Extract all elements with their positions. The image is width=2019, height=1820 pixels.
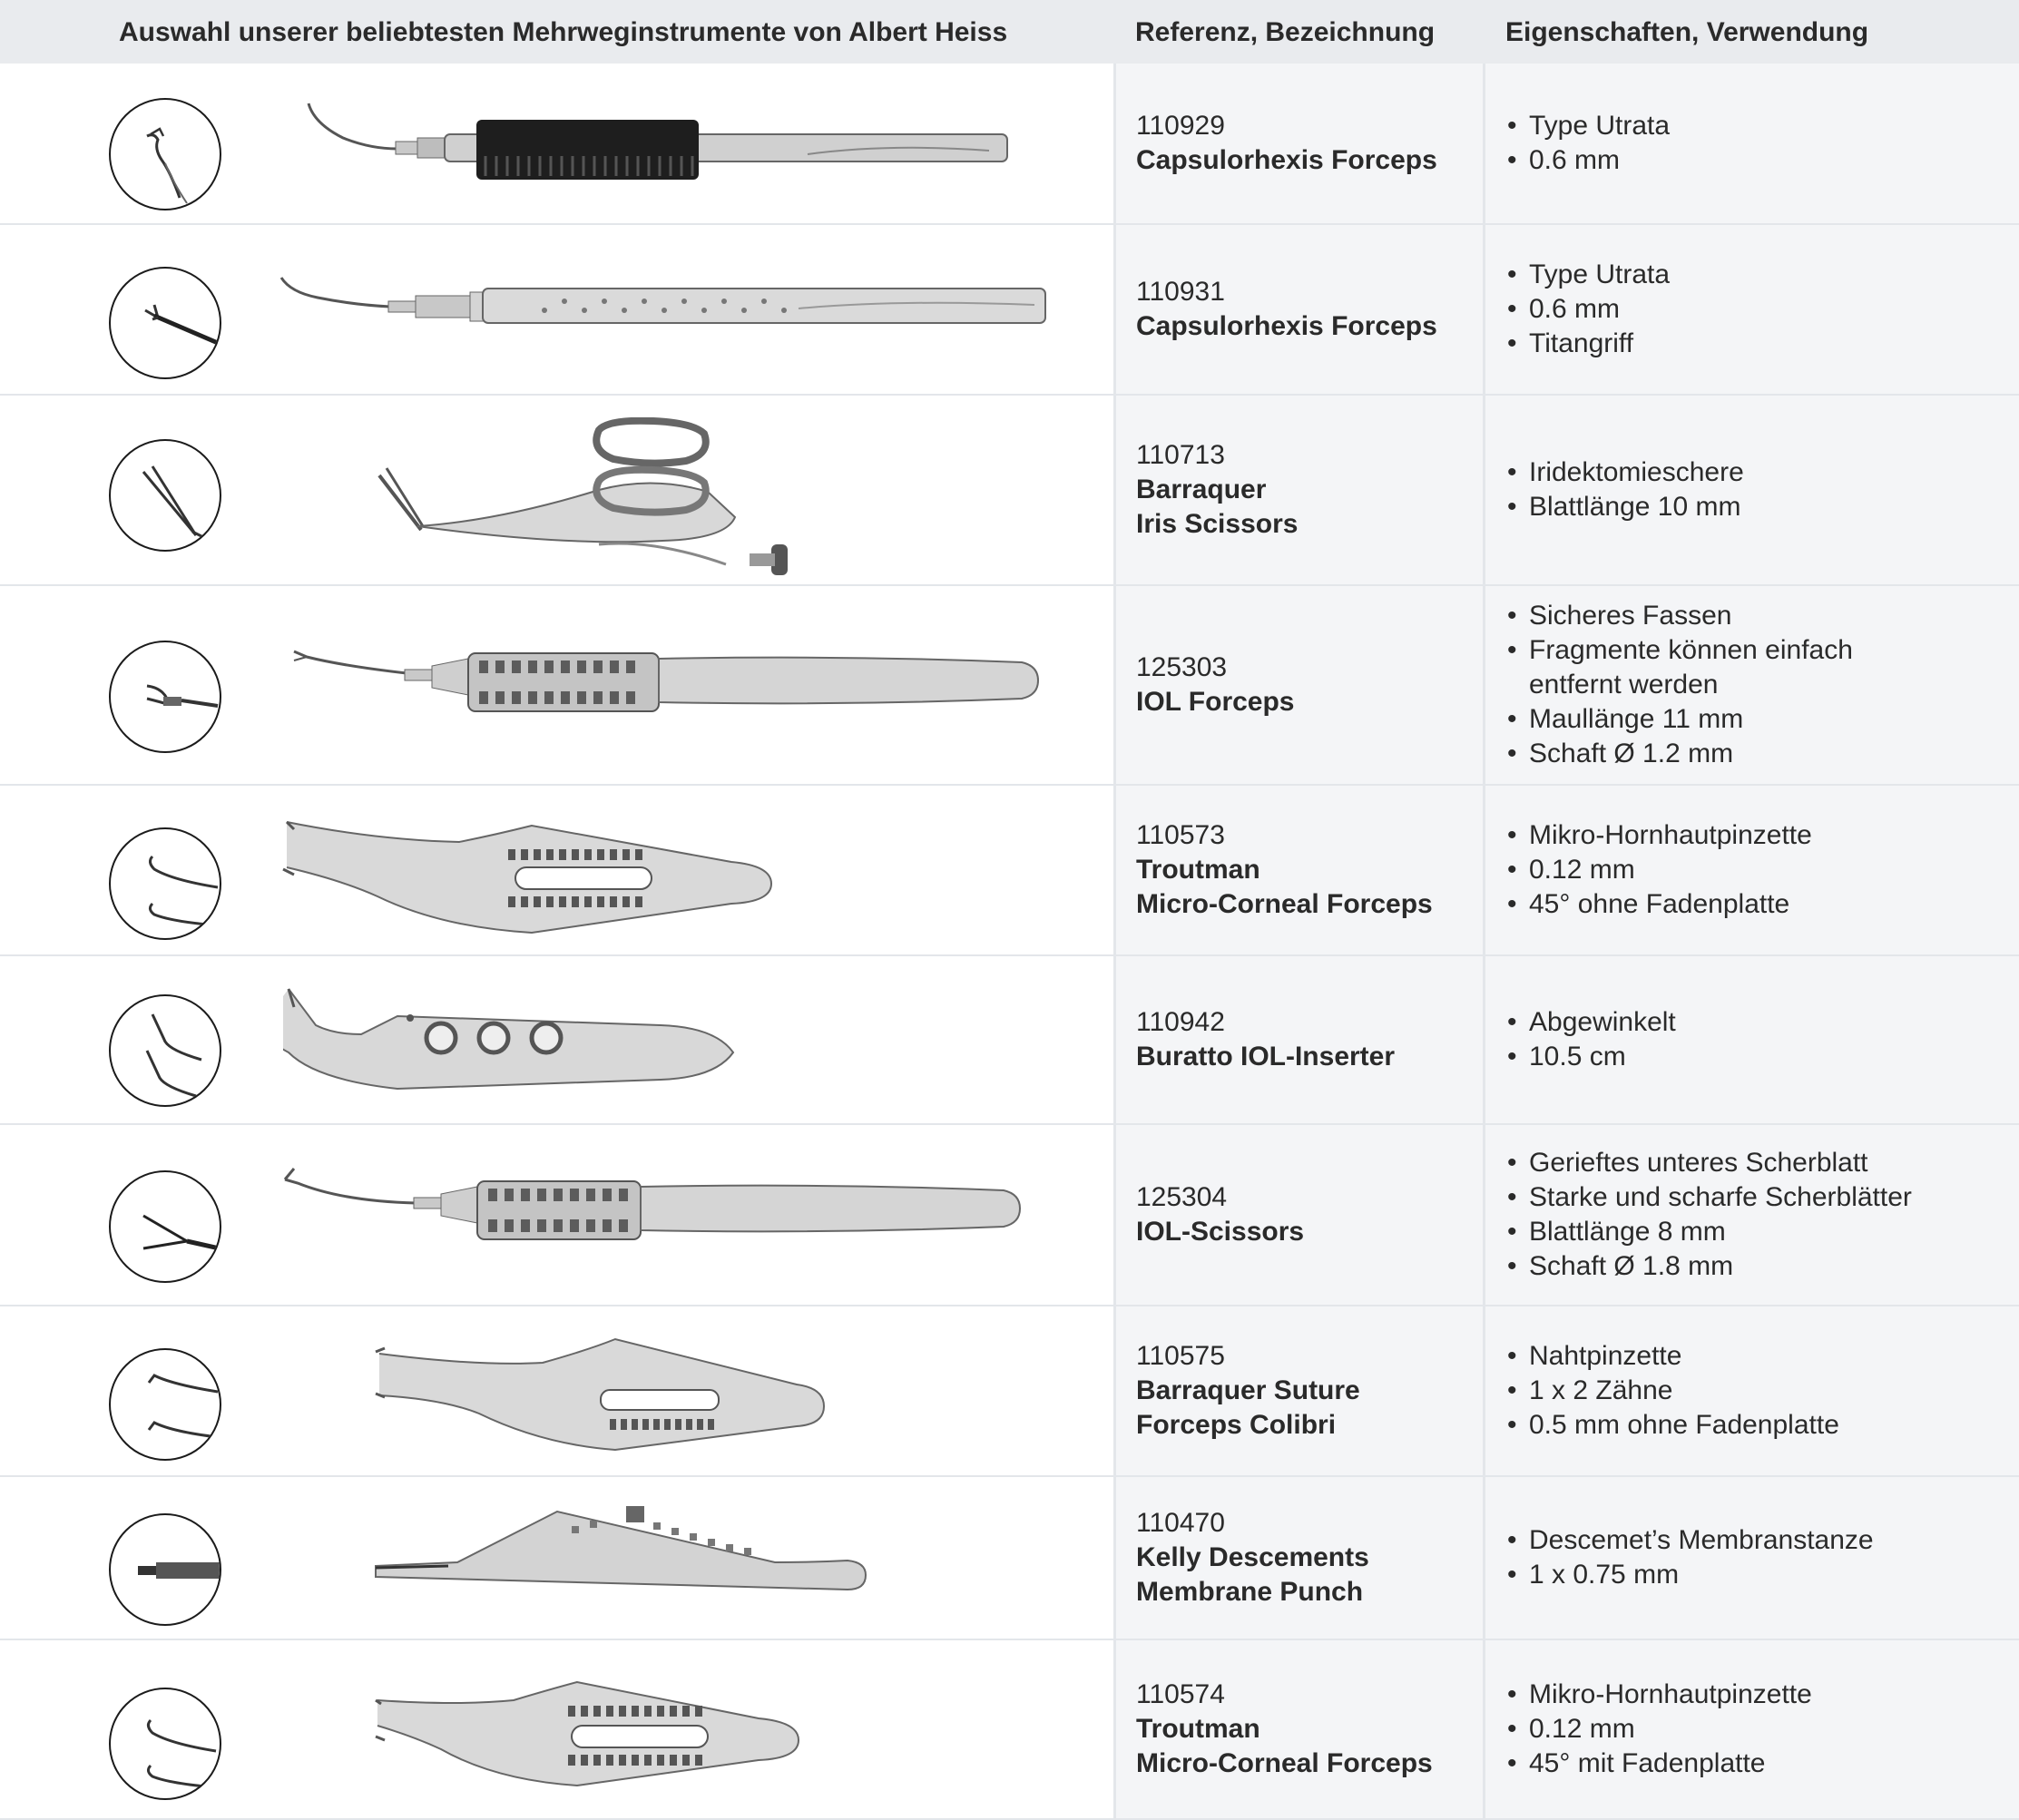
micro-corneal-forceps-icon: [281, 817, 789, 934]
capsulorhexis-forceps-icon: [272, 270, 1053, 352]
instrument-name: IOL-Scissors: [1136, 1217, 1305, 1247]
property-item: • Type Utrata: [1507, 109, 2019, 143]
reference-number: 110575: [1136, 1341, 1225, 1371]
reference-number: 110929: [1136, 111, 1225, 141]
reference-cell: [1113, 64, 1483, 223]
iol-inserter-icon: [283, 983, 828, 1092]
property-item: • Iridektomieschere: [1507, 455, 2019, 490]
image-cell: [0, 1477, 1113, 1639]
table-row: [0, 396, 2019, 586]
tip-detail-icon: [109, 267, 221, 379]
property-item: • Maullänge 11 mm: [1507, 702, 2019, 737]
property-item: • Blattlänge 10 mm: [1507, 490, 2019, 524]
reference-number: 110574: [1136, 1679, 1225, 1709]
property-item: • Starke und scharfe Scherblätter: [1507, 1180, 2019, 1215]
tip-detail-icon: [109, 439, 221, 552]
reference-number: 110573: [1136, 820, 1225, 850]
image-cell: [0, 786, 1113, 954]
header-properties: Eigenschaften, Verwendung: [1505, 17, 1869, 47]
property-item: • Sicheres Fassen: [1507, 599, 2019, 633]
properties-cell: [1483, 1125, 2019, 1305]
instrument-name: Forceps Colibri: [1136, 1410, 1337, 1440]
tip-detail-icon: [109, 1513, 221, 1626]
property-item: • Gerieftes unteres Scherblatt: [1507, 1146, 2019, 1180]
reference-cell: [1113, 396, 1483, 584]
suture-forceps-icon: [374, 1336, 882, 1453]
iris-scissors-icon: [372, 417, 808, 581]
table-row: [0, 1306, 2019, 1477]
reference-cell: [1113, 956, 1483, 1123]
property-item: • 45° ohne Fadenplatte: [1507, 887, 2019, 922]
tip-detail-icon: [109, 1170, 221, 1283]
tip-detail-icon: [109, 641, 221, 753]
instrument-name: IOL Forceps: [1136, 687, 1295, 717]
property-item: • Nahtpinzette: [1507, 1339, 2019, 1374]
property-item: • Mikro-Hornhautpinzette: [1507, 1678, 2019, 1712]
reference-number: 110470: [1136, 1508, 1225, 1538]
property-item: • 0.5 mm ohne Fadenplatte: [1507, 1408, 2019, 1443]
membrane-punch-icon: [372, 1502, 944, 1602]
tip-detail-icon: [109, 827, 221, 940]
properties-cell: [1483, 1640, 2019, 1818]
table-header: [0, 0, 2019, 64]
instrument-name: Troutman: [1136, 855, 1260, 885]
instrument-name: Barraquer Suture: [1136, 1375, 1360, 1405]
property-item: • Schaft Ø 1.2 mm: [1507, 737, 2019, 771]
reference-cell: [1113, 225, 1483, 394]
reference-number: 125304: [1136, 1182, 1228, 1212]
reference-number: 110942: [1136, 1007, 1225, 1037]
property-item: • 45° mit Fadenplatte: [1507, 1747, 2019, 1781]
property-item: • 1 x 2 Zähne: [1507, 1374, 2019, 1408]
properties-cell: [1483, 396, 2019, 584]
instrument-name: Micro-Corneal Forceps: [1136, 1748, 1433, 1778]
iol-forceps-icon: [289, 639, 1042, 739]
tip-detail-icon: [109, 1688, 221, 1800]
property-item: • Titangriff: [1507, 327, 2019, 361]
reference-cell: [1113, 1477, 1483, 1639]
tip-detail-icon: [109, 994, 221, 1107]
image-cell: [0, 225, 1113, 394]
property-item: • Fragmente können einfach entfernt werden: [1507, 633, 1892, 702]
table-row: [0, 586, 2019, 786]
instrument-name: Membrane Punch: [1136, 1577, 1364, 1607]
properties-cell: [1483, 1306, 2019, 1475]
image-cell: [0, 956, 1113, 1123]
instrument-name: Barraquer: [1136, 475, 1267, 504]
property-item: • Abgewinkelt: [1507, 1005, 2019, 1040]
instrument-name: Capsulorhexis Forceps: [1136, 145, 1437, 175]
instrument-name: Iris Scissors: [1136, 509, 1299, 539]
image-cell: [0, 396, 1113, 584]
table-row: [0, 1477, 2019, 1640]
iol-scissors-icon: [279, 1163, 1033, 1263]
reference-cell: [1113, 586, 1483, 784]
property-item: • Blattlänge 8 mm: [1507, 1215, 2019, 1249]
instrument-name: Micro-Corneal Forceps: [1136, 889, 1433, 919]
image-cell: [0, 586, 1113, 784]
properties-cell: [1483, 956, 2019, 1123]
image-cell: [0, 1125, 1113, 1305]
reference-cell: [1113, 786, 1483, 954]
image-cell: [0, 64, 1113, 223]
reference-cell: [1113, 1125, 1483, 1305]
table-row: [0, 1640, 2019, 1820]
property-item: • Type Utrata: [1507, 258, 2019, 292]
reference-number: 110931: [1136, 277, 1225, 307]
property-item: • 0.12 mm: [1507, 853, 2019, 887]
instrument-name: Kelly Descements: [1136, 1542, 1369, 1572]
properties-cell: [1483, 1477, 2019, 1639]
properties-cell: [1483, 225, 2019, 394]
reference-number: 125303: [1136, 652, 1228, 682]
image-cell: [0, 1306, 1113, 1475]
property-item: • 1 x 0.75 mm: [1507, 1558, 2019, 1592]
properties-cell: [1483, 786, 2019, 954]
properties-cell: [1483, 64, 2019, 223]
tip-detail-icon: [109, 98, 221, 210]
reference-cell: [1113, 1640, 1483, 1818]
instrument-name: Buratto IOL-Inserter: [1136, 1042, 1396, 1071]
property-item: • 0.6 mm: [1507, 292, 2019, 327]
capsulorhexis-forceps-icon: [299, 96, 1016, 196]
property-item: • Schaft Ø 1.8 mm: [1507, 1249, 2019, 1284]
reference-number: 110713: [1136, 440, 1225, 470]
properties-cell: [1483, 586, 2019, 784]
header-selection: Auswahl unserer beliebtesten Mehrweginstrumente von Albert Heiss: [119, 17, 1008, 47]
property-item: • Mikro-Hornhautpinzette: [1507, 818, 2019, 853]
micro-corneal-forceps-icon: [372, 1677, 853, 1795]
table-row: [0, 1125, 2019, 1306]
table-row: [0, 956, 2019, 1125]
table-row: [0, 225, 2019, 396]
reference-cell: [1113, 1306, 1483, 1475]
tip-detail-icon: [109, 1348, 221, 1461]
property-item: • 0.6 mm: [1507, 143, 2019, 178]
header-reference: Referenz, Bezeichnung: [1135, 17, 1436, 47]
image-cell: [0, 1640, 1113, 1818]
table-row: [0, 64, 2019, 225]
property-item: • 0.12 mm: [1507, 1712, 2019, 1747]
property-item: • Descemet’s Membranstanze: [1507, 1523, 2019, 1558]
instrument-name: Capsulorhexis Forceps: [1136, 311, 1437, 341]
table-row: [0, 786, 2019, 956]
instrument-name: Troutman: [1136, 1714, 1260, 1744]
property-item: • 10.5 cm: [1507, 1040, 2019, 1074]
